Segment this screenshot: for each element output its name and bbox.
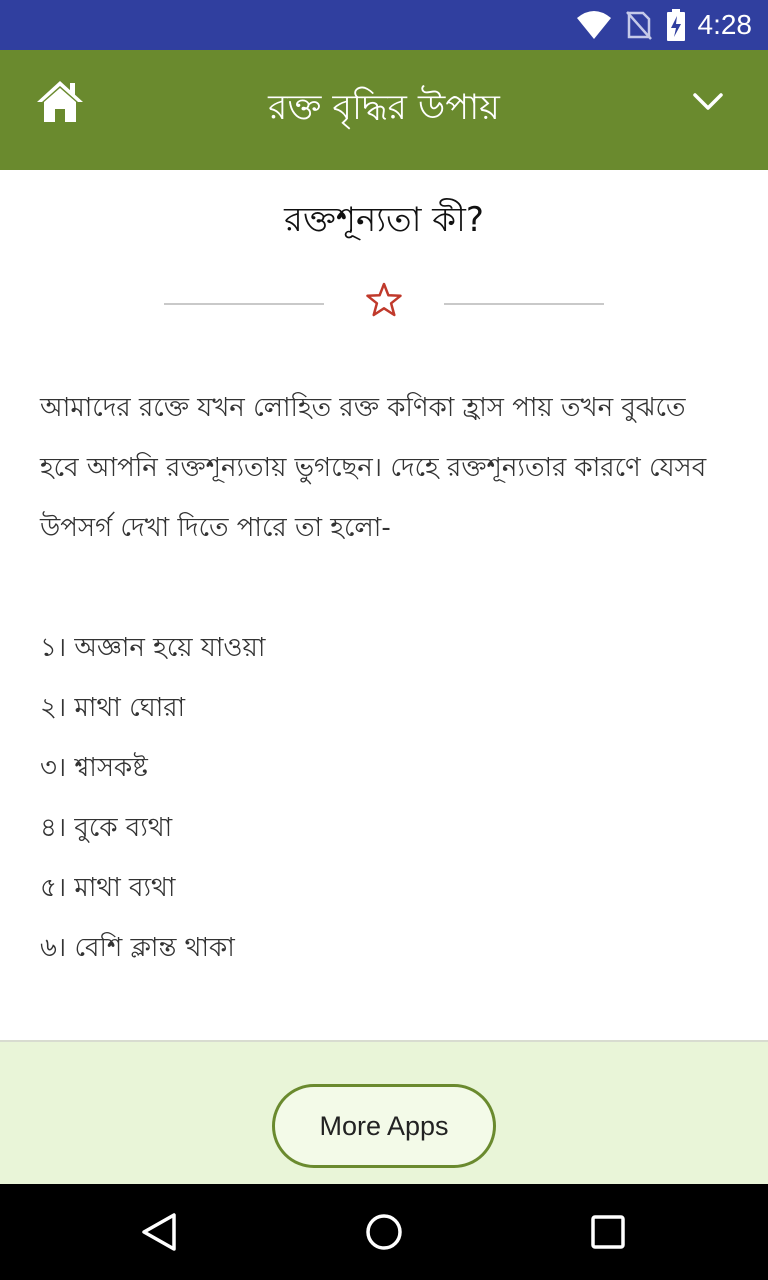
home-circle-icon bbox=[364, 1212, 404, 1252]
symptom-list bbox=[40, 618, 728, 978]
article-content bbox=[0, 170, 768, 1040]
article-title: রক্তশূন্যতা কী? bbox=[284, 200, 484, 240]
more-apps-button[interactable]: More Apps bbox=[272, 1084, 496, 1168]
status-time: 4:28 bbox=[697, 9, 752, 40]
navigation-bar bbox=[0, 1184, 768, 1280]
app-title: রক্ত বৃদ্ধির উপায় bbox=[268, 88, 500, 128]
chevron-down-icon bbox=[688, 86, 728, 116]
status-icons bbox=[562, 0, 753, 50]
divider-left bbox=[164, 303, 324, 305]
symptom-item: ৫। মাথা ব্যথা bbox=[40, 873, 176, 903]
divider-right bbox=[444, 303, 604, 305]
symptom-item: ৪। বুকে ব্যথা bbox=[40, 813, 173, 843]
star-outline-icon bbox=[364, 280, 404, 320]
recents-square-icon bbox=[588, 1212, 628, 1252]
article-intro: আমাদের রক্তে যখন লোহিত রক্ত কণিকা হ্রাস পায় তখন বুঝতে হবে আপনি রক্তশূন্যতায় ভুগছেন। দেহে রক্তশূন্যতার কারণে যেসব উপসর্গ দেখা দিতে পারে তা হলো- bbox=[40, 393, 707, 543]
nav-recents-button[interactable] bbox=[588, 1212, 628, 1252]
symptom-item: ১। অজ্ঞান হয়ে যাওয়া bbox=[40, 633, 266, 663]
bottom-panel bbox=[0, 1040, 768, 1184]
nav-back-button[interactable] bbox=[140, 1212, 180, 1252]
nav-home-button[interactable] bbox=[364, 1212, 404, 1252]
symptom-item: ৬। বেশি ক্লান্ত থাকা bbox=[40, 933, 235, 963]
symptom-item: ৩। শ্বাসকষ্ট bbox=[40, 753, 148, 783]
back-triangle-icon bbox=[140, 1212, 180, 1252]
favorite-button[interactable] bbox=[364, 280, 404, 320]
app-bar bbox=[0, 50, 768, 170]
home-icon bbox=[34, 78, 86, 124]
dropdown-button[interactable] bbox=[688, 86, 728, 116]
wifi-icon bbox=[576, 10, 612, 40]
status-bar bbox=[0, 0, 768, 50]
symptom-item: ২। মাথা ঘোরা bbox=[40, 693, 186, 723]
home-button[interactable] bbox=[34, 78, 86, 124]
battery-charging-icon bbox=[666, 9, 686, 41]
no-sim-icon bbox=[626, 10, 652, 40]
